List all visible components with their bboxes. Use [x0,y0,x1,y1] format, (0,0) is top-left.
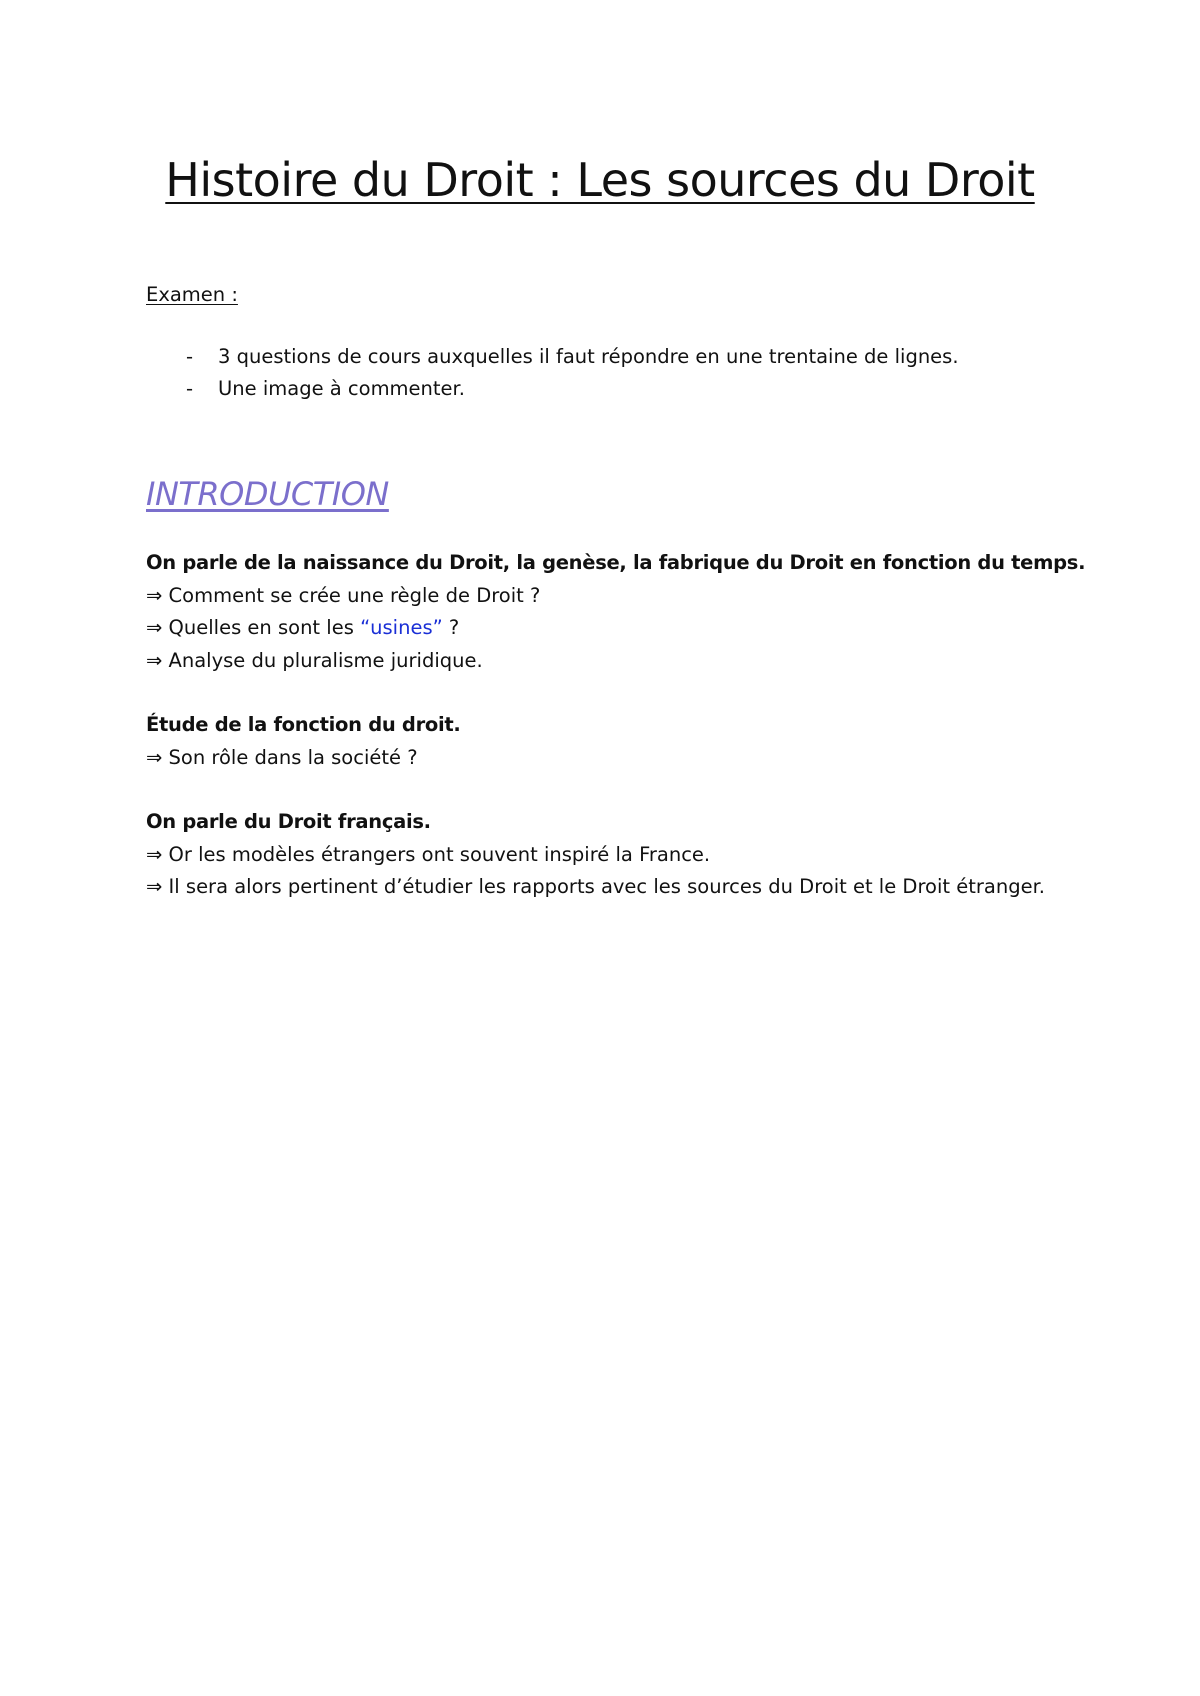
list-item [146,376,1076,408]
section-genese [146,550,1106,680]
list-item-text: 3 questions de cours auxquelles il faut répondre en une trentaine de lignes. [218,345,959,368]
arrow-line: ⇒ Il sera alors pertinent d’étudier les rapports avec les sources du Droit et le Droit étranger. [146,875,1045,898]
bullet-dash: - [186,345,194,368]
exam-label: Examen : [146,283,238,306]
section-lead: On parle de la naissance du Droit, la genèse, la fabrique du Droit en fonction du temps. [146,551,1086,574]
arrow-line: ⇒ Or les modèles étrangers ont souvent inspiré la France. [146,842,711,866]
document-title: Histoire du Droit : Les sources du Droit [165,153,1035,207]
section-lead: Étude de la fonction du droit. [146,713,461,736]
arrow-line: ⇒ Son rôle dans la société ? [146,745,418,769]
section-lead: On parle du Droit français. [146,810,431,833]
exam-list [146,344,1076,408]
list-item [146,344,1076,376]
arrow-line: ⇒ Analyse du pluralisme juridique. [146,648,483,672]
arrow-line-suffix: ? [442,616,460,639]
section-fonction [146,712,1106,777]
arrow-line-usines [146,615,1106,648]
arrow-line-text: ⇒ Quelles en sont les [146,616,361,639]
arrow-line: ⇒ Comment se crée une règle de Droit ? [146,583,541,607]
list-item-text: Une image à commenter. [218,377,465,400]
highlight-usines: “usines” [360,616,443,639]
section-droit-francais [146,809,1106,907]
bullet-dash: - [186,377,194,400]
introduction-heading: INTRODUCTION [146,475,389,513]
